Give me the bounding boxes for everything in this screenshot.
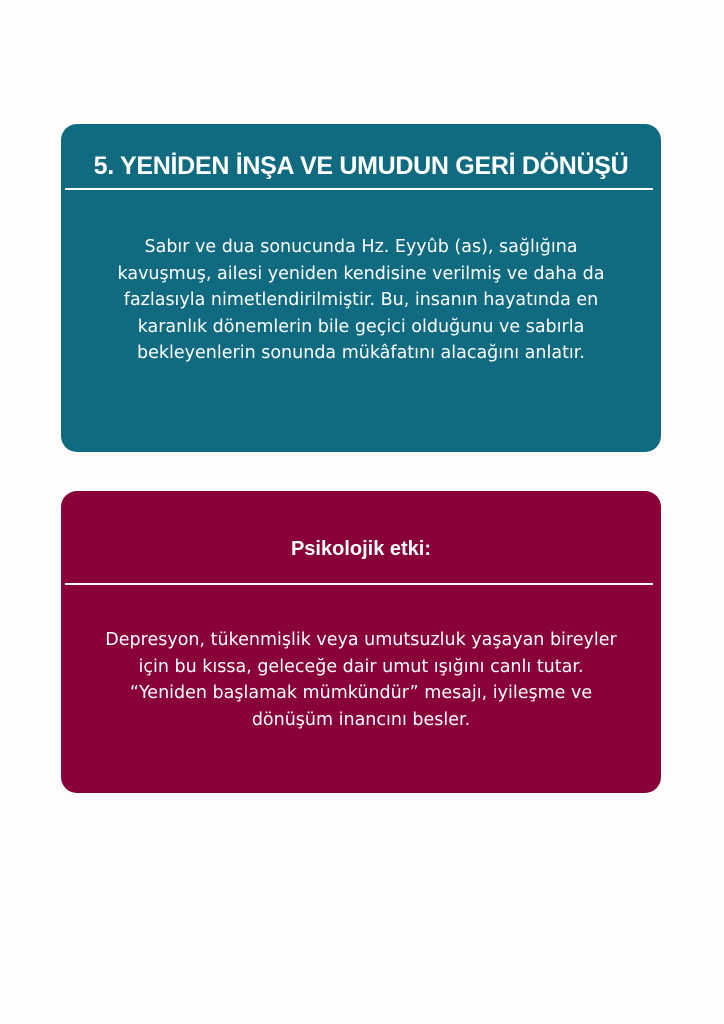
rebuilding-hope-card: [61, 124, 661, 452]
section-body: Sabır ve dua sonucunda Hz. Eyyûb (as), sağlığına kavuşmuş, ailesi yeniden kendisine verilmiş ve daha da fazlasıyla nimetlendirilmiştir. Bu, insanın hayatında en karanlık dönemlerin bile geçici olduğunu ve sabırla bekleyenlerin sonunda mükâfatını alacağını anlatır.: [117, 237, 605, 363]
section-body: Depresyon, tükenmişlik veya umutsuzluk yaşayan bireyler için bu kıssa, geleceğe dair umut ışığını canlı tutar. “Yeniden başlamak mümkündür” mesajı, iyileşme ve dönüşüm inancını besler.: [105, 630, 617, 730]
section-title: 5. YENİDEN İNŞA VE UMUDUN GERİ DÖNÜŞÜ: [93, 152, 629, 180]
title-divider: [65, 583, 653, 585]
title-divider: [65, 188, 653, 190]
psychological-effect-card: [61, 491, 661, 793]
section-title: Psikolojik etki:: [290, 538, 432, 560]
